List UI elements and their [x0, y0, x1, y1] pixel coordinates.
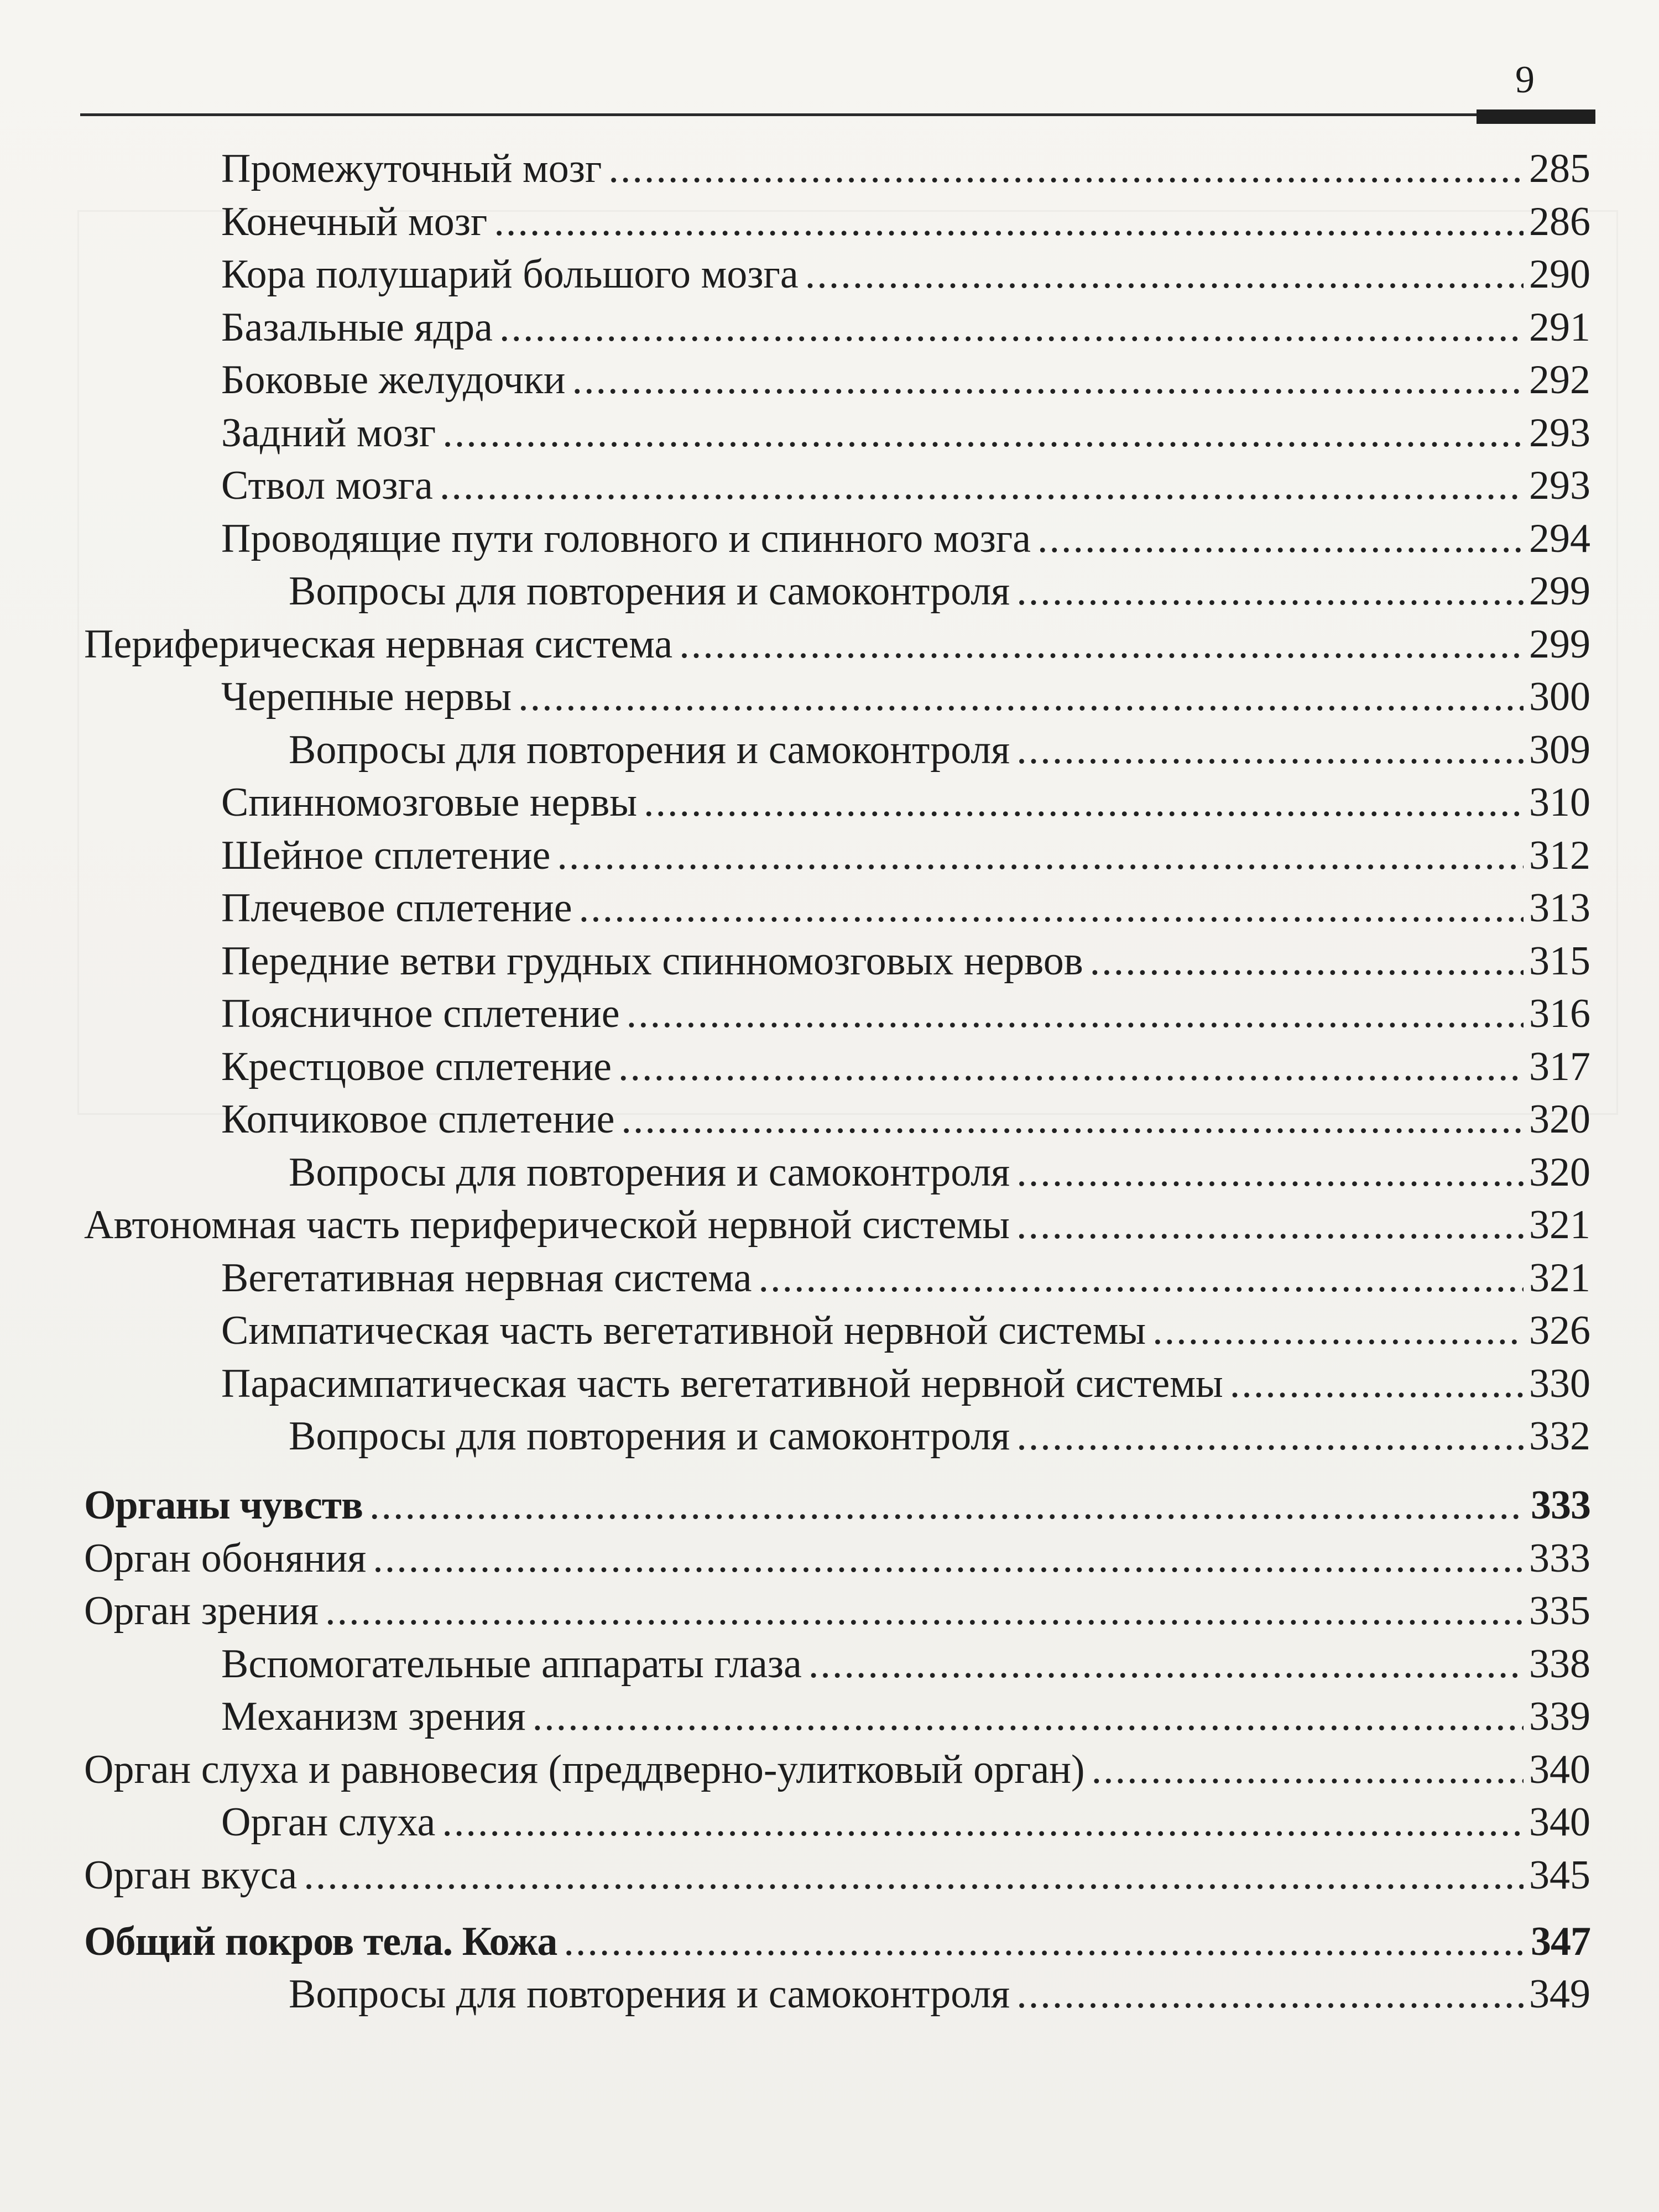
dot-leader: [499, 307, 1524, 348]
toc-entry-title: Периферическая нервная система: [84, 622, 673, 667]
toc-entry-title: Орган обоняния: [84, 1536, 367, 1581]
header-rule: [80, 113, 1595, 116]
toc-entry-title: Орган слуха и равновесия (преддверно-улитковый орган): [84, 1747, 1085, 1792]
toc-entry: [84, 1749, 1590, 1797]
toc-entry-page: 349: [1529, 1971, 1590, 2017]
toc-entry-page: 294: [1529, 516, 1590, 561]
toc-entry: [221, 1310, 1590, 1358]
toc-entry-page: 309: [1529, 727, 1590, 773]
toc-entry-page: 321: [1529, 1202, 1590, 1248]
dot-leader: [1092, 1749, 1524, 1790]
toc-entry: [221, 676, 1590, 724]
dot-leader: [442, 413, 1524, 453]
toc-entry: [221, 359, 1590, 407]
toc-entry-page: 320: [1529, 1150, 1590, 1195]
dot-leader: [644, 782, 1524, 823]
toc-entry-page: 345: [1529, 1853, 1590, 1898]
toc-entry-page: 291: [1529, 305, 1590, 350]
toc-entry-title: Автономная часть периферической нервной системы: [84, 1202, 1010, 1248]
dot-leader: [808, 1644, 1524, 1684]
toc-entry-title: Кора полушарий большого мозга: [221, 252, 799, 297]
toc-entry: [221, 148, 1590, 196]
toc-entry-title: Вопросы для повторения и самоконтроля: [289, 1971, 1010, 2017]
toc-entry-title: Вопросы для повторения и самоконтроля: [289, 727, 1010, 773]
dot-leader: [627, 993, 1524, 1034]
toc-entry: [84, 1485, 1590, 1532]
dot-leader: [1016, 1974, 1524, 2015]
toc-entry: [84, 1590, 1590, 1638]
toc-entry-page: 317: [1529, 1044, 1590, 1089]
toc-entry-title: Боковые желудочки: [221, 357, 566, 403]
toc-entry-title: Вспомогательные аппараты глаза: [221, 1641, 802, 1687]
toc-entry-title: Шейное сплетение: [221, 833, 551, 878]
dot-leader: [805, 254, 1524, 295]
dot-leader: [518, 676, 1524, 717]
toc-entry-page: 338: [1529, 1641, 1590, 1687]
toc-entry: [221, 254, 1590, 301]
toc-entry: [221, 1099, 1590, 1146]
dot-leader: [1037, 518, 1524, 559]
dot-leader: [304, 1855, 1524, 1896]
toc-entry: [221, 993, 1590, 1041]
toc-entry-title: Вопросы для повторения и самоконтроля: [289, 1413, 1010, 1459]
toc-entry-title: Плечевое сплетение: [221, 885, 572, 931]
toc-entry-page: 347: [1531, 1919, 1590, 1964]
toc-entry-page: 299: [1529, 568, 1590, 614]
toc-entry-page: 316: [1529, 991, 1590, 1036]
toc-entry-title: Ствол мозга: [221, 463, 433, 508]
toc-entry-title: Крестцовое сплетение: [221, 1044, 612, 1089]
toc-entry: [221, 465, 1590, 513]
dot-leader: [1016, 729, 1524, 770]
toc-entry-page: 335: [1529, 1588, 1590, 1634]
toc-entry-title: Промежуточный мозг: [221, 146, 602, 191]
toc-entry-page: 320: [1529, 1097, 1590, 1142]
toc-entry: [221, 1363, 1590, 1411]
dot-leader: [1016, 1204, 1524, 1245]
toc-entry: [221, 1046, 1590, 1094]
toc-entry-title: Симпатическая часть вегетативной нервной системы: [221, 1308, 1146, 1353]
toc-entry-page: 286: [1529, 199, 1590, 244]
toc-entry-title: Передние ветви грудных спинномозговых нервов: [221, 938, 1083, 984]
dot-leader: [579, 888, 1524, 928]
dot-leader: [1016, 1152, 1524, 1193]
dot-leader: [557, 835, 1524, 876]
dot-leader: [1230, 1363, 1524, 1404]
toc-entry-title: Поясничное сплетение: [221, 991, 620, 1036]
toc-entry: [221, 938, 1590, 988]
toc-entry-title: Черепные нервы: [221, 674, 512, 719]
dot-leader: [572, 359, 1524, 400]
toc-entry: [84, 1204, 1590, 1252]
toc-entry-page: 285: [1529, 146, 1590, 191]
toc-entry-page: 310: [1529, 780, 1590, 825]
dot-leader: [618, 1046, 1524, 1087]
toc-entry-title: Спинномозговые нервы: [221, 780, 638, 825]
toc-entry-page: 293: [1529, 410, 1590, 456]
dot-leader: [369, 1485, 1525, 1526]
toc-entry: [289, 1152, 1590, 1199]
dot-leader: [621, 1099, 1524, 1140]
toc-entry-title: Проводящие пути головного и спинного мозга: [221, 516, 1031, 561]
toc-entry-page: 333: [1529, 1536, 1590, 1581]
toc-entry-title: Базальные ядра: [221, 305, 493, 350]
toc-entry-page: 332: [1529, 1413, 1590, 1459]
toc-entry-page: 292: [1529, 357, 1590, 403]
toc-entry: [221, 1641, 1590, 1691]
toc-entry-title: Орган слуха: [221, 1799, 436, 1845]
dot-leader: [608, 148, 1524, 189]
toc-entry-page: 326: [1529, 1308, 1590, 1353]
dot-leader: [440, 465, 1524, 506]
toc-entry: [289, 1971, 1590, 2021]
toc-entry: [289, 1413, 1590, 1463]
toc-entry: [84, 624, 1590, 671]
toc-entry: [221, 518, 1590, 566]
toc-entry: [84, 1855, 1590, 1902]
toc-entry-page: 313: [1529, 885, 1590, 931]
toc-entry-title: Общий покров тела. Кожа: [84, 1919, 557, 1964]
dot-leader: [679, 624, 1524, 665]
toc-entry-title: Орган вкуса: [84, 1853, 298, 1898]
toc-entry-title: Орган зрения: [84, 1588, 319, 1634]
toc-entry-title: Вопросы для повторения и самоконтроля: [289, 1150, 1010, 1195]
toc-entry-page: 321: [1529, 1255, 1590, 1301]
toc-entry-page: 300: [1529, 674, 1590, 719]
toc-entry: [221, 885, 1590, 935]
toc-entry-title: Конечный мозг: [221, 199, 488, 244]
dot-leader: [1016, 571, 1524, 612]
toc-entry-page: 333: [1531, 1483, 1590, 1528]
toc-entry-title: Парасимпатическая часть вегетативной нервной системы: [221, 1361, 1223, 1406]
dot-leader: [1016, 1416, 1524, 1457]
toc-entry-page: 299: [1529, 622, 1590, 667]
toc-entry: [221, 1255, 1590, 1305]
toc-entry: [289, 729, 1590, 777]
dot-leader: [442, 1802, 1524, 1843]
dot-leader: [564, 1921, 1525, 1962]
toc-entry: [289, 568, 1590, 618]
toc-entry-page: 312: [1529, 833, 1590, 878]
page-number: 9: [1515, 59, 1535, 101]
toc-entry-page: 293: [1529, 463, 1590, 508]
toc-entry: [221, 782, 1590, 830]
dot-leader: [533, 1696, 1524, 1737]
toc-entry-title: Задний мозг: [221, 410, 436, 456]
dot-leader: [325, 1590, 1524, 1631]
toc-entry-title: Копчиковое сплетение: [221, 1097, 615, 1142]
toc-entry-title: Органы чувств: [84, 1483, 363, 1528]
dot-leader: [758, 1258, 1524, 1298]
toc-entry-page: 290: [1529, 252, 1590, 297]
toc-entry: [221, 307, 1590, 354]
toc-entry: [84, 1538, 1590, 1585]
toc-entry: [221, 410, 1590, 460]
toc-entry-title: Механизм зрения: [221, 1694, 526, 1739]
toc-entry-title: Вопросы для повторения и самоконтроля: [289, 568, 1010, 614]
header-bar: [1477, 109, 1595, 124]
toc-entry: [221, 1799, 1590, 1849]
dot-leader: [1090, 941, 1524, 982]
toc-entry-page: 315: [1529, 938, 1590, 984]
toc-entry: [221, 201, 1590, 249]
toc-entry-page: 330: [1529, 1361, 1590, 1406]
toc-entry-page: 340: [1529, 1799, 1590, 1845]
dot-leader: [1152, 1310, 1524, 1351]
toc-entry-page: 339: [1529, 1694, 1590, 1739]
toc-entry: [84, 1921, 1590, 1969]
toc-entry: [221, 1696, 1590, 1744]
toc-entry-title: Вегетативная нервная система: [221, 1255, 752, 1301]
dot-leader: [494, 201, 1524, 242]
dot-leader: [373, 1538, 1524, 1579]
toc-entry: [221, 835, 1590, 883]
toc-entry-page: 340: [1529, 1747, 1590, 1792]
